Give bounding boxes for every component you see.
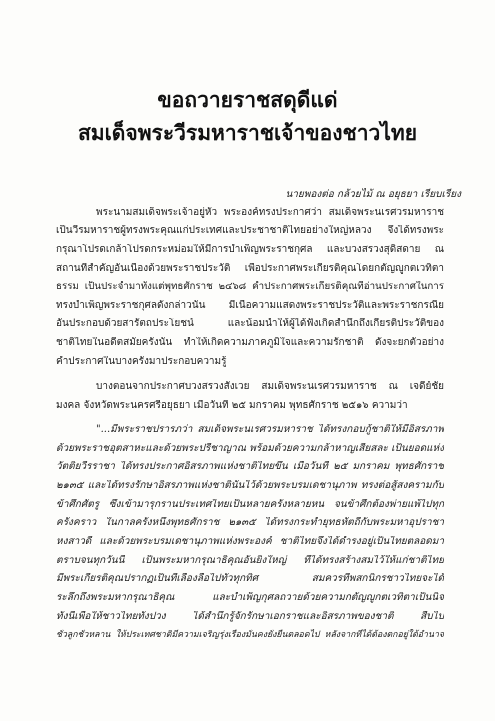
quote-line: ครั้งคราว ในกาลครั้งหนึ่งพุทธศักราช ๒๑๓๕ ได้ทรงกระทำยุทธหัตถีกับพระมหาอุปราชา <box>56 517 444 528</box>
paragraph-1-line: คำประกาศในบางครั้งมาประกอบความรู้ <box>56 356 227 367</box>
paragraph-1-line: ชาติไทยในอดีตสมัยครั้งนั้น ทำให้เกิดความภาคภูมิใจและความรักชาติ ดังจะยกตัวอย่าง <box>56 337 444 348</box>
paragraph-1-line: กรุณาโปรดเกล้าโปรดกระหม่อมให้มีการบำเพ็ญพระราชกุศล และบวงสรวงสุดิสดาย ณ <box>56 244 444 255</box>
quote-line: "...มีพระราชปรารภว่า สมเด็จพระนเรศวรมหาราช ได้ทรงกอบกู้ชาติให้มีอิสรภาพ <box>96 424 444 435</box>
paragraph-2-line: บางตอนจากประกาศบวงสรวงสังเวย สมเด็จพระนเรศวรมหาราช ณ เจดีย์ชัย <box>96 381 444 392</box>
quote-line: หงสาวดี และด้วยพระบรมเดชานุภาพแห่งพระองค์ ชาติไทยจึงได้ดำรงอยู่เป็นไทยตลอดมา <box>56 536 444 547</box>
author-credit: นายพองต่อ กล้วยไม้ ณ อยุธยา เรียบเรียง <box>285 189 461 200</box>
quote-line: ชั่วลูกชั่วหลาน ให้ประเทศชาติมีความเจริญรุ่งเรืองมั่นคงยั่งยืนตลอดไป หลังจากที่ได้ต้องตกอยู่ใต้อำนาจ <box>56 630 444 640</box>
quote-line: ระลึกถึงพระมหากรุณาธิคุณ และบำเพ็ญกุศลถวายด้วยความกตัญญูกตเวทิตาเป็นนิจ <box>56 592 444 603</box>
paragraph-2-line: มงคล จังหวัดพระนครศรีอยุธยา เมื่อวันที่ ๒๕ มกราคม พุทธศักราช ๒๕๑๖ ความว่า <box>56 400 408 411</box>
quote-line: ตราบจนทุกวันนี้ เป็นพระมหากรุณาธิคุณอันยิ่งใหญ่ ที่ได้ทรงสร้างสมไว้ให้แก่ชาติไทย <box>56 555 444 566</box>
quote-line: ด้วยพระราชอุตสาหะและด้วยพระปรีชาญาณ พร้อมด้วยความกล้าหาญเสียสละ เป็นยอดแห่ง <box>56 443 444 454</box>
paragraph-1-line: สถานที่สำคัญอันเนื่องด้วยพระราชประวัติ เพื่อประกาศพระเกียรติคุณโดยกตัญญูกตเวทิตา <box>56 263 444 274</box>
quote-line: ทั้งนี้เพื่อให้ชาวไทยทั้งปวง ได้สำนึกรู้จักรักษาเอกราชและอิสรภาพของชาติ สืบไป <box>56 611 444 622</box>
paragraph-1-line: พระนามสมเด็จพระเจ้าอยู่หัว พระองค์ทรงประกาศว่า สมเด็จพระนเรศวรมหาราช <box>96 207 444 218</box>
title-line-1: ขอถวายราชสดุดีแด่ <box>157 88 338 112</box>
paragraph-1-line: เป็นวีรมหาราชผู้ทรงพระคุณแก่ประเทศและประชาชาติไทยอย่างใหญ่หลวง จึงได้ทรงพระ <box>56 225 444 236</box>
quote-line: ข้าศึกศัตรู ซึ่งเข้ามารุกรานประเทศไทยเป็นหลายครั้งหลายหน จนข้าศึกต้องพ่ายแพ้ไปทุก <box>56 499 444 510</box>
quote-line: วัตติยวีรราชา ได้ทรงประกาศอิสรภาพแห่งชาติไทยขึ้น เมื่อวันที่ ๒๕ มกราคม พุทธศักราช <box>56 461 444 472</box>
quote-line: มีพระเกียรติคุณปรากฏเป็นที่เลื่องลือไปทั่วทุกทิศ สมควรที่พสกนิกรชาวไทยจะได้ <box>56 573 444 584</box>
paragraph-1-line: ทรงบำเพ็ญพระราชกุศลดังกล่าวนั้น มีเนื้อความแสดงพระราชประวัติและพระราชกรณีย <box>56 300 444 311</box>
paragraph-1-line: ธรรม เป็นประจำมาทั้งแต่พุทธศักราช ๒๔๖๘ คำประกาศพระเกียรติคุณที่อ่านประกาศในการ <box>56 281 444 292</box>
paragraph-1-line: อันประกอบด้วยสารัตถประโยชน์ และน้อมนำให้ผู้ได้ฟังเกิดสำนึกถึงเกียรติประวัติของ <box>56 318 444 329</box>
title-line-2: สมเด็จพระวีรมหาราชเจ้าของชาวไทย <box>77 121 418 145</box>
quote-line: ๒๑๓๕ และได้ทรงรักษาอิสรภาพแห่งชาตินั้นไว้ด้วยพระบรมเดชานุภาพ ทรงต่อสู้สงครามกับ <box>56 480 444 491</box>
